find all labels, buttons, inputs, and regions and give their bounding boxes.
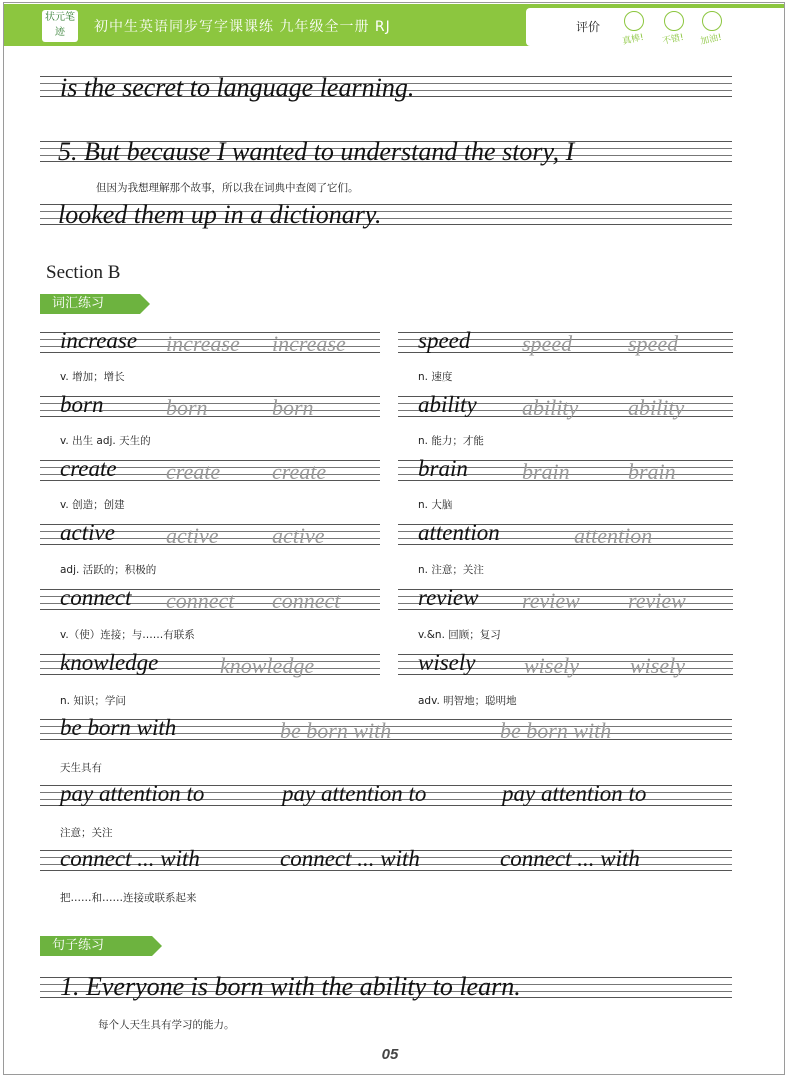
phrase-meaning: 把……和……连接或联系起来 — [60, 892, 197, 904]
phrase-text: pay attention to — [60, 781, 205, 806]
vocab-meaning: n. 大脑 — [418, 499, 453, 511]
vocab-meaning: v. 增加；增长 — [60, 371, 125, 383]
vocab-word: create — [60, 456, 117, 481]
vocab-word: increase — [60, 328, 138, 353]
vocab-trace: create — [166, 459, 221, 484]
phrase-trace: pay attention to — [282, 781, 427, 806]
sad-face-icon[interactable] — [702, 11, 722, 31]
sentence-line: is the secret to language learning. — [60, 73, 415, 102]
vocab-meaning: n. 速度 — [418, 371, 453, 383]
vocab-word: ability — [418, 392, 477, 417]
phrase-meaning: 天生具有 — [60, 762, 102, 774]
brand-logo: 状元笔迹 — [42, 10, 78, 42]
vocab-trace: connect — [166, 588, 235, 613]
vocab-meaning: adv. 明智地；聪明地 — [418, 695, 517, 707]
vocab-word: review — [418, 585, 479, 610]
phrase-text: connect ... with — [60, 846, 200, 871]
vocab-trace: knowledge — [220, 653, 315, 678]
book-title: 初中生英语同步写字课课练 九年级全一册 RJ — [94, 19, 391, 35]
vocab-word: connect — [60, 585, 132, 610]
vocab-trace: active — [272, 523, 325, 548]
vocab-meaning: n. 注意；关注 — [418, 564, 484, 576]
vocab-word: born — [60, 392, 104, 417]
phrase-trace: connect ... with — [280, 846, 420, 871]
vocab-meaning: v.&n. 回顾；复习 — [418, 629, 501, 641]
face-caption-keep-going: 加油! — [699, 32, 723, 48]
sentence-line: looked them up in a dictionary. — [58, 200, 382, 229]
vocab-trace: active — [166, 523, 219, 548]
vocab-trace: brain — [628, 459, 676, 484]
vocab-trace: connect — [272, 588, 341, 613]
sentence-translation: 但因为我想理解那个故事，所以我在词典中查阅了它们。 — [96, 182, 359, 194]
vocab-trace: attention — [574, 523, 653, 548]
vocab-word: knowledge — [60, 650, 159, 675]
vocab-trace: brain — [522, 459, 570, 484]
vocab-trace: wisely — [524, 653, 579, 678]
vocab-word: active — [60, 520, 115, 545]
vocab-trace: speed — [522, 331, 573, 356]
vocab-tag: 词汇练习 — [40, 294, 140, 314]
vocab-trace: review — [522, 588, 580, 613]
sentence-line: 5. But because I wanted to understand the story, I — [58, 137, 575, 166]
phrase-trace: connect ... with — [500, 846, 640, 871]
vocab-meaning: n. 知识；学问 — [60, 695, 126, 707]
vocab-trace: increase — [272, 331, 346, 356]
vocab-word: attention — [418, 520, 500, 545]
vocab-trace: create — [272, 459, 327, 484]
smile-face-icon[interactable] — [664, 11, 684, 31]
vocab-trace: review — [628, 588, 686, 613]
vocab-meaning: v. 出生 adj. 天生的 — [60, 435, 151, 447]
face-caption-good: 不错! — [661, 32, 685, 48]
vocab-meaning: v. 创造；创建 — [60, 499, 125, 511]
evaluation-label: 评价 — [576, 20, 601, 34]
vocab-trace: ability — [522, 395, 579, 420]
sentence-translation: 每个人天生具有学习的能力。 — [98, 1019, 235, 1031]
vocab-trace: wisely — [630, 653, 685, 678]
page-header — [4, 4, 784, 46]
vocab-trace: born — [166, 395, 208, 420]
phrase-text: be born with — [60, 715, 177, 740]
sentence-line: 1. Everyone is born with the ability to learn. — [60, 972, 521, 1001]
phrase-trace: pay attention to — [502, 781, 647, 806]
phrase-meaning: 注意；关注 — [60, 827, 113, 839]
phrase-trace: be born with — [500, 718, 612, 743]
section-title: Section B — [46, 262, 121, 283]
evaluation-box — [526, 8, 784, 46]
vocab-trace: increase — [166, 331, 240, 356]
vocab-word: speed — [418, 328, 471, 353]
vocab-meaning: adj. 活跃的；积极的 — [60, 564, 157, 576]
smile-face-icon[interactable] — [624, 11, 644, 31]
vocab-meaning: n. 能力；才能 — [418, 435, 484, 447]
vocab-trace: speed — [628, 331, 679, 356]
vocab-trace: ability — [628, 395, 685, 420]
page-number: 05 — [381, 1046, 399, 1063]
face-caption-great: 真棒! — [621, 32, 645, 48]
sentence-tag: 句子练习 — [40, 936, 152, 956]
vocab-word: wisely — [418, 650, 476, 675]
vocab-word: brain — [418, 456, 468, 481]
vocab-trace: born — [272, 395, 314, 420]
phrase-trace: be born with — [280, 718, 392, 743]
vocab-meaning: v.（使）连接；与……有联系 — [60, 629, 195, 641]
